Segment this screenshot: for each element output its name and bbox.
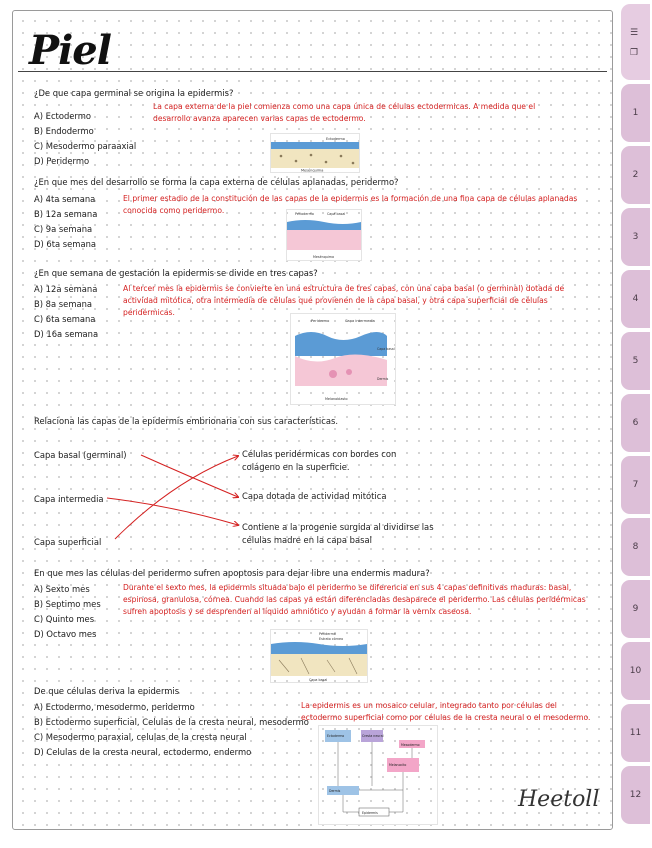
q3-option-d: D) 16a semana (34, 329, 99, 339)
q5-option-b: B) Ectodermo superficial, Celulas de la cresta neural, mesodermo (34, 717, 309, 727)
q5-question: De que células deriva la epidermis (34, 686, 180, 696)
tab-2[interactable]: 2 (621, 146, 650, 204)
q1-fig-label-ectodermo: Ectodermo (326, 137, 345, 141)
match-left-superficial: Capa superficial (34, 537, 102, 547)
match-right-mitotica: Capa dotada de actividad mitótica (242, 491, 387, 501)
q1-question: ¿De que capa germinal se origina la epidermis? (34, 88, 234, 98)
match-left-basal: Capa basal (germinal) (34, 450, 127, 460)
q3-question: ¿En que semana de gestación la epidermis se divide en tres capas? (34, 268, 318, 278)
q4-option-c: C) Quinto mes (34, 614, 95, 624)
q2-option-c: C) 9a semana (34, 224, 93, 234)
q4-answer: Durante el sexto mes, la epidermis situada bajo el peridermo se diferencia en sus 4 capas definitivas maduras: basal, espinosa, granulosa, córnea. Cuando las capas ya están diferenciadas desaparece el peridermo. Las células peridérmicas sufren apoptosis y se desprenden al líquido amniótico y ayudan a formar la vernix caseosa. (123, 583, 586, 616)
q2-answer: El primer estadio de la constitución de las capas de la epidermis es la formación de una fina capa de células aplanadas conocida como peridermo. (123, 194, 578, 215)
match-prompt: Relaciona las capas de la epidermis embrionaria con sus características. (34, 416, 339, 426)
q2-option-d: D) 6ta semana (34, 239, 97, 249)
q3-figure (290, 313, 396, 405)
match-right-progenie: Contiene a la progenie surgida al dividirse las células madre en la capa basal (242, 522, 434, 546)
q5-fig-label-mesodermo: Mesodermo (401, 743, 420, 747)
q5-fig-label-ectodermo: Ectodermo (327, 734, 345, 738)
q4-question: En que mes las células del peridermo sufren apoptosis para dejar libre una endermis madura? (34, 568, 430, 578)
q5-fig-label-melanocito: Melanocito (389, 763, 407, 767)
q3-answer: Al tercer mes la epidermis se convierte en una estructura de tres capas, con una capa basal (o germinal) dotada de actividad mitótica, otra intermedia de células que provienen de la capa basal, y otra capa superficial de células peridérmicas. (123, 284, 565, 317)
q1-option-d: D) Peridermo (34, 156, 90, 166)
q3-option-b: B) 8a semana (34, 299, 93, 309)
tab-1[interactable]: 1 (621, 84, 650, 142)
q2-fig-label-periodermo: Periodermo (295, 212, 314, 216)
q1-option-a: A) Ectodermo (34, 111, 92, 121)
q1-figure (270, 133, 360, 173)
tab-6[interactable]: 6 (621, 394, 650, 452)
q3-fig-label-dermis: Dermis (377, 377, 389, 381)
tab-5[interactable]: 5 (621, 332, 650, 390)
q1-fig-label-mesenquima: Mesénquima (301, 168, 324, 173)
match-left-intermedia: Capa intermedia (34, 494, 104, 504)
q5-option-a: A) Ectodermo, mesodermo, peridermo (34, 702, 195, 712)
tab-9[interactable]: 9 (621, 580, 650, 638)
q3-fig-label-capa-intermedia: Capa intermedia (345, 319, 375, 323)
q4-fig-label-peridermo: Peridermo (319, 632, 336, 636)
q2-option-b: B) 12a semana (34, 209, 98, 219)
q1-answer: La capa externa de la piel comienza como una capa única de células ectodermicas. A medida que el desarrollo avanza aparecen varias capas de ectodermo. (153, 102, 536, 123)
tab-7[interactable]: 7 (621, 456, 650, 514)
page-title: Piel (29, 27, 111, 74)
q5-option-d: D) Celulas de la cresta neural, ectodermo, endermo (34, 747, 252, 757)
q5-figure (318, 725, 438, 825)
q3-fig-label-capa-basal: Capa basal (377, 347, 395, 351)
title-divider (18, 71, 607, 72)
tab-11[interactable]: 11 (621, 704, 650, 762)
q2-question: ¿En que mes del desarrollo se forma la capa externa de células aplanadas, peridermo? (34, 177, 399, 187)
menu-lines-icon[interactable]: ☰ (630, 28, 639, 38)
q5-option-c: C) Mesodermo paraxial, celulas de la cresta neural (34, 732, 247, 742)
q3-fig-label-melanoblasto: Melanoblasto (325, 397, 348, 401)
q1-option-c: C) Mesodermo paraaxial (34, 141, 137, 151)
q5-fig-label-dermis: Dermis (329, 789, 341, 793)
section-tabs-sidebar (619, 0, 652, 848)
q5-fig-label-cresta: Cresta neural (362, 734, 384, 738)
q2-figure (286, 209, 362, 261)
tab-10[interactable]: 10 (621, 642, 650, 700)
sidebar-tools-tab (621, 4, 650, 80)
arrow-intermedia-to-progenie (107, 498, 238, 525)
q2-fig-label-capa-basal: Capa basal (327, 212, 346, 216)
tab-12[interactable]: 12 (621, 766, 650, 824)
q3-option-c: C) 6ta semana (34, 314, 96, 324)
q4-fig-label-capa-basal: Capa basal (309, 678, 328, 682)
q2-option-a: A) 4ta semana (34, 194, 96, 204)
q4-fig-label-estrato: Estrato córneo (319, 637, 344, 641)
tab-8[interactable]: 8 (621, 518, 650, 576)
q3-option-a: A) 12a semana (34, 284, 98, 294)
q4-option-b: B) Septimo mes (34, 599, 101, 609)
q2-fig-label-mesenquima: Mesénquima (313, 255, 335, 259)
arrow-basal-to-mitotica (141, 455, 238, 497)
pages-icon[interactable]: ❐ (630, 48, 639, 58)
arrow-superficial-to-periderm (115, 456, 238, 539)
match-right-perider: Células peridérmicas con bordes con colágeno en la superficie. (242, 449, 397, 473)
q4-option-d: D) Octavo mes (34, 629, 97, 639)
q1-option-b: B) Endodermo (34, 126, 94, 136)
q4-figure (270, 629, 368, 683)
tab-4[interactable]: 4 (621, 270, 650, 328)
q4-option-a: A) Sexto mes (34, 584, 90, 594)
q3-fig-label-peridermo: Peridermo (311, 319, 330, 323)
q5-fig-label-epidermis: Epidermis (362, 811, 378, 815)
q5-answer: La epidermis es un mosaico celular, integrado tanto por células del ectodermo superficial como por células de la cresta neural o el mesodermo. (301, 701, 591, 722)
tab-3[interactable]: 3 (621, 208, 650, 266)
notebook-page (12, 10, 613, 830)
signature: Heetoll (518, 787, 600, 812)
